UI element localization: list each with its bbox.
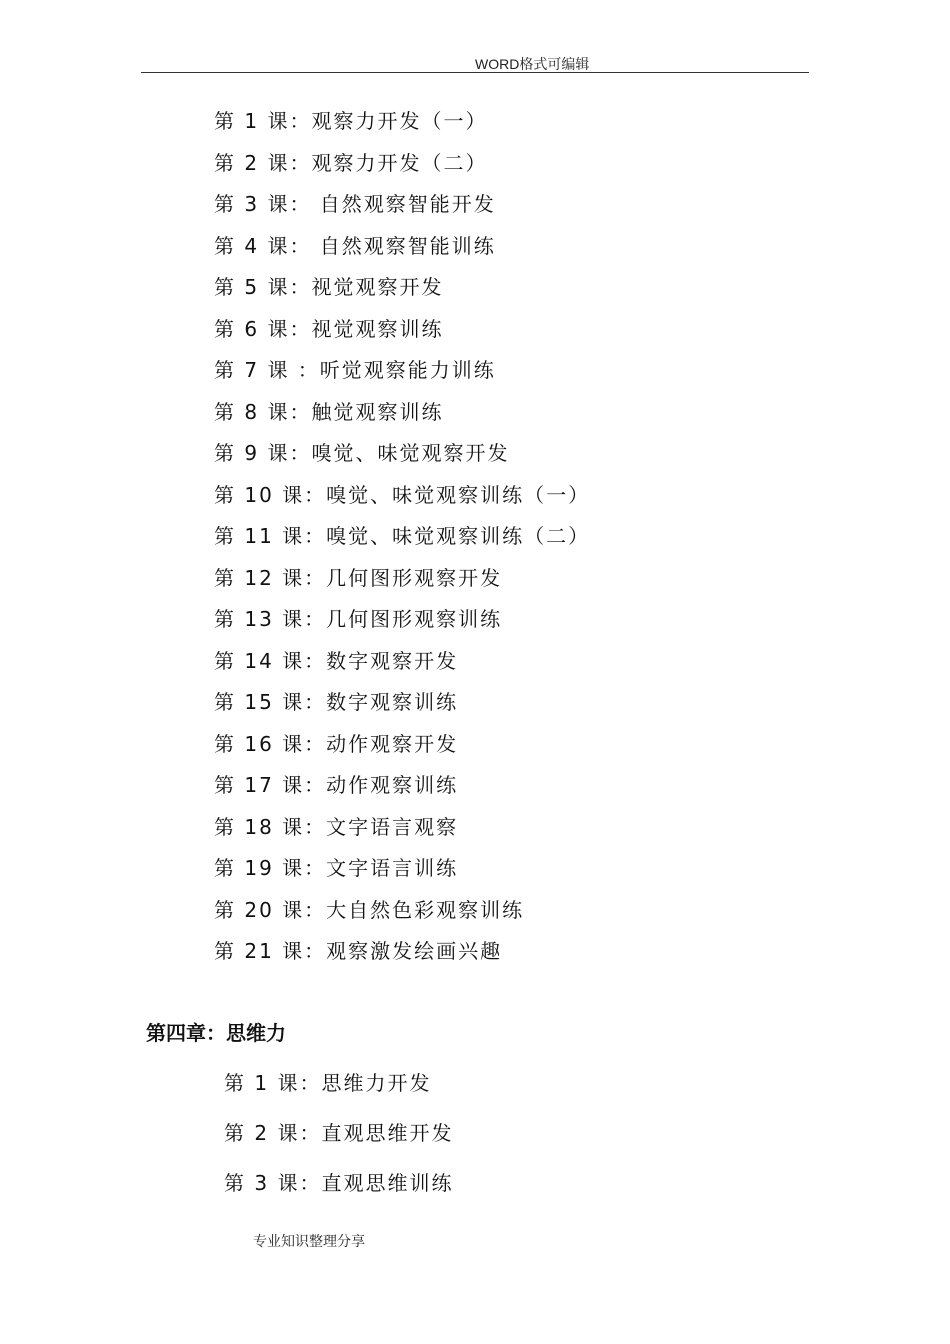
chapter-lesson-item: 第 3 课：直观思维训练 <box>224 1171 454 1195</box>
chapter-lesson-item: 第 1 课：思维力开发 <box>224 1071 432 1095</box>
lesson-item: 第 13 课：几何图形观察训练 <box>214 607 503 631</box>
lesson-item: 第 15 课：数字观察训练 <box>214 690 459 714</box>
lesson-item: 第 9 课：嗅觉、味觉观察开发 <box>214 441 510 465</box>
lesson-item: 第 4 课： 自然观察智能训练 <box>214 233 496 258</box>
lesson-item: 第 6 课：视觉观察训练 <box>214 316 444 341</box>
header-divider <box>141 72 809 73</box>
lesson-item: 第 2 课：观察力开发（二） <box>214 150 488 175</box>
page-footer: 专业知识整理分享 <box>253 1234 365 1250</box>
lesson-item: 第 12 课：几何图形观察开发 <box>214 565 503 590</box>
lesson-list <box>214 104 590 976</box>
lesson-item: 第 3 课： 自然观察智能开发 <box>214 192 496 216</box>
lesson-item: 第 7 课 ：听觉观察能力训练 <box>214 358 496 382</box>
lesson-item: 第 18 课：文字语言观察 <box>214 814 459 839</box>
lesson-item: 第 19 课：文字语言训练 <box>214 856 459 880</box>
lesson-item: 第 20 课：大自然色彩观察训练 <box>214 897 525 922</box>
lesson-item: 第 14 课：数字观察开发 <box>214 648 459 673</box>
lesson-item: 第 10 课：嗅觉、味觉观察训练（一） <box>214 482 591 507</box>
lesson-item: 第 8 课：触觉观察训练 <box>214 399 444 424</box>
chapter-lesson-list <box>224 1066 453 1216</box>
lesson-item: 第 17 课：动作观察训练 <box>214 773 459 797</box>
chapter-lesson-item: 第 2 课：直观思维开发 <box>224 1121 454 1145</box>
lesson-item: 第 5 课：视觉观察开发 <box>214 275 444 299</box>
lesson-item: 第 21 课：观察激发绘画兴趣 <box>214 939 503 963</box>
chapter-heading: 第四章：思维力 <box>146 1021 286 1045</box>
page-header: WORD格式可编辑 <box>475 56 590 72</box>
lesson-item: 第 1 课：观察力开发（一） <box>214 109 488 133</box>
lesson-item: 第 11 课：嗅觉、味觉观察训练（二） <box>214 524 591 548</box>
lesson-item: 第 16 课：动作观察开发 <box>214 731 459 756</box>
